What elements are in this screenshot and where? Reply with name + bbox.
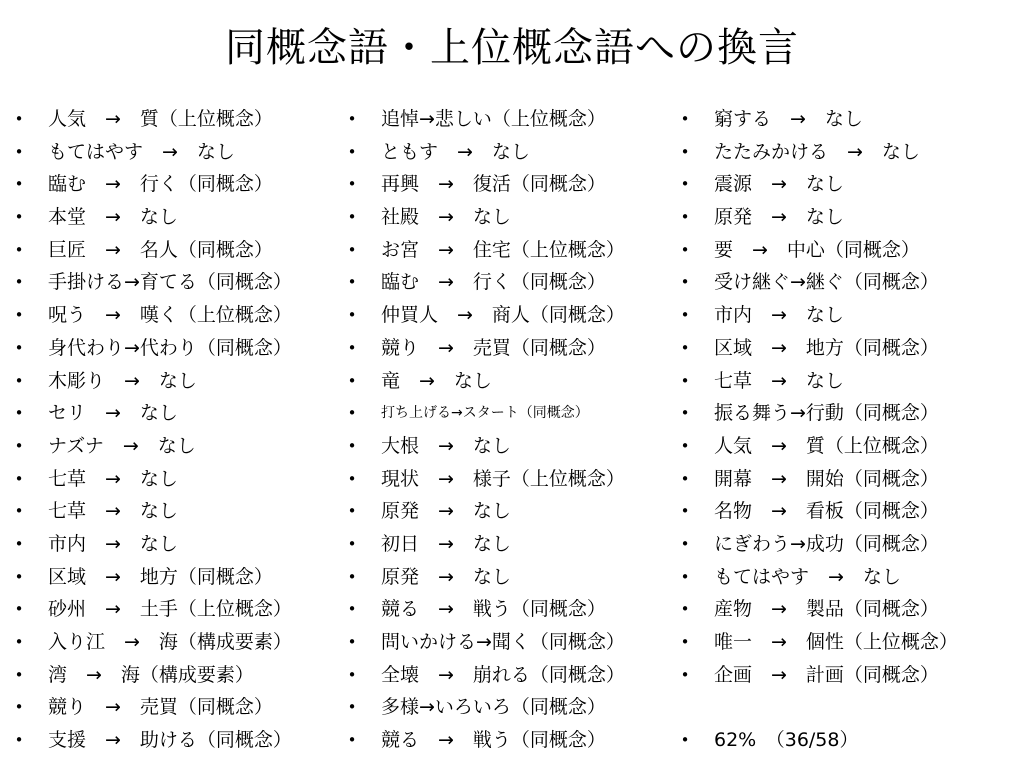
list-item [12,234,292,267]
list-item-text: 企画 → 計画（同概念） [714,663,939,686]
bullet-icon: • [680,208,690,227]
list-item [345,495,625,528]
list-item [345,136,625,169]
list-item [12,299,292,332]
bullet-icon: • [347,469,357,488]
list-item-text: 人気 → 質（上位概念） [714,434,939,457]
list-item-text: 唯一 → 個性（上位概念） [714,631,958,653]
bullet-icon: • [680,240,690,259]
list-item [12,365,292,398]
bullet-icon: • [14,436,24,455]
bullet-icon: • [680,110,690,128]
list-item [345,365,625,398]
list-item [12,528,292,561]
list-item [12,136,292,169]
list-item-text: 名物 → 看板（同概念） [714,500,939,523]
column-3-list [678,103,958,757]
bullet-icon: • [14,110,24,128]
list-item-text: 再興 → 復活（同概念） [381,173,606,196]
list-item-text: 震源 → なし [714,173,844,196]
column-1-list [12,103,292,757]
list-item-text: 市内 → なし [48,532,178,555]
list-item [345,626,625,659]
list-item-text: 追悼→悲しい（上位概念） [381,108,606,130]
bullet-icon: • [680,338,690,357]
list-item [12,626,292,659]
bullet-icon: • [14,175,24,194]
bullet-icon: • [347,698,357,717]
list-item [678,234,958,267]
bullet-icon: • [680,273,690,292]
list-item [12,201,292,234]
list-item-text: 七草 → なし [48,500,178,523]
list-item [12,495,292,528]
list-item-text: 原発 → なし [381,565,511,588]
list-item-text: 競り → 売買（同概念） [48,696,273,719]
bullet-icon: • [680,665,690,684]
bullet-icon: • [680,404,690,423]
summary-item [678,724,958,757]
bullet-icon: • [680,633,690,651]
list-item-text: お宮 → 住宅（上位概念） [381,238,625,261]
column-2-list [345,103,625,757]
list-item [678,103,958,136]
list-item [345,266,625,299]
list-item [678,659,958,692]
bullet-icon: • [680,567,690,586]
bullet-icon: • [347,142,357,161]
list-item-text: 打ち上げる→スタート（同概念） [381,405,589,422]
list-item [678,332,958,365]
list-item-text: 仲買人 → 商人（同概念） [381,304,625,327]
list-item-text: ともす → なし [381,140,530,163]
bullet-icon: • [347,404,357,423]
list-item-text: 要 → 中心（同概念） [714,238,920,261]
list-item-text: 人気 → 質（上位概念） [48,108,273,130]
list-item [345,593,625,626]
bullet-icon: • [347,306,357,325]
list-item [345,397,625,430]
list-item [345,561,625,594]
bullet-icon: • [680,371,690,390]
bullet-icon: • [14,534,24,553]
list-item-text: 手掛ける→育てる（同概念） [48,271,292,294]
list-item [345,201,625,234]
list-item [12,332,292,365]
list-item [12,168,292,201]
list-item-text: 巨匠 → 名人（同概念） [48,238,273,261]
list-item [678,495,958,528]
list-item-text: 入り江 → 海（構成要素） [48,631,292,653]
bullet-icon: • [347,273,357,292]
bullet-icon: • [680,534,690,553]
list-item-text: 区域 → 地方（同概念） [48,565,273,588]
list-item-text: 多様→いろいろ（同概念） [381,696,606,719]
bullet-icon: • [680,175,690,194]
list-item [12,593,292,626]
bullet-icon: • [680,731,690,750]
list-item [678,593,958,626]
bullet-icon: • [14,306,24,325]
list-item-text: 窮する → なし [714,108,863,130]
list-item-text: 七草 → なし [48,467,178,490]
list-item-text: 振る舞う→行動（同概念） [714,402,939,425]
list-item-text: 産物 → 製品（同概念） [714,598,939,621]
list-item-text: 身代わり→代わり（同概念） [48,336,292,359]
list-item [12,397,292,430]
bullet-icon: • [347,567,357,586]
list-item-text: ナズナ → なし [48,434,196,457]
list-item-text: 市内 → なし [714,304,844,327]
list-item [678,463,958,496]
bullet-icon: • [347,502,357,521]
list-item [678,397,958,430]
list-item [678,528,958,561]
bullet-icon: • [680,600,690,619]
list-item [345,234,625,267]
list-item-text: 竜 → なし [381,369,492,392]
list-item-text: 臨む → 行く（同概念） [381,271,606,294]
list-item-text: セリ → なし [48,402,178,425]
list-item-text: 区域 → 地方（同概念） [714,336,939,359]
bullet-icon: • [347,600,357,619]
list-item-text: にぎわう→成功（同概念） [714,532,939,555]
list-item [345,299,625,332]
list-item [345,103,625,136]
bullet-icon: • [14,665,24,684]
list-item-text: 砂州 → 土手（上位概念） [48,598,292,621]
list-item [345,430,625,463]
list-item [678,136,958,169]
list-item-text: 大根 → なし [381,434,511,457]
bullet-icon: • [14,404,24,423]
list-item-text: 支援 → 助ける（同概念） [48,729,292,752]
bullet-icon: • [14,338,24,357]
list-item [345,659,625,692]
list-item [678,561,958,594]
list-item-text: もてはやす → なし [48,140,235,163]
bullet-icon: • [14,142,24,161]
list-item-text: 開幕 → 開始（同概念） [714,467,939,490]
list-item-text: 湾 → 海（構成要素） [48,663,254,686]
list-item [12,659,292,692]
list-item-text: 問いかける→聞く（同概念） [381,631,625,653]
bullet-icon: • [680,306,690,325]
list-item-text: 原発 → なし [714,206,844,229]
bullet-icon: • [347,665,357,684]
list-item [678,168,958,201]
list-item [678,430,958,463]
bullet-icon: • [347,534,357,553]
bullet-icon: • [347,175,357,194]
list-item [345,528,625,561]
bullet-icon: • [14,600,24,619]
list-item-text: 七草 → なし [714,369,844,392]
bullet-icon: • [347,338,357,357]
bullet-icon: • [14,567,24,586]
list-item [678,626,958,659]
bullet-icon: • [14,731,24,750]
list-item-text: 全壊 → 崩れる（同概念） [381,663,625,686]
bullet-icon: • [347,633,357,651]
bullet-icon: • [347,436,357,455]
list-item-text: 初日 → なし [381,532,511,555]
bullet-icon: • [347,371,357,390]
list-item [345,724,625,757]
bullet-icon: • [347,208,357,227]
list-item [678,266,958,299]
list-item [678,201,958,234]
list-item-text: たたみかける → なし [714,140,920,163]
list-item-text: 本堂 → なし [48,206,178,229]
list-item [345,168,625,201]
list-item [678,299,958,332]
list-item-text: もてはやす → なし [714,565,901,588]
list-item [678,365,958,398]
list-item-text: 木彫り → なし [48,369,197,392]
list-item [345,691,625,724]
list-item [12,724,292,757]
list-item-text: 現状 → 様子（上位概念） [381,467,625,490]
list-item-text: 競る → 戦う（同概念） [381,598,606,621]
bullet-icon: • [680,469,690,488]
list-item [12,103,292,136]
bullet-icon: • [14,273,24,292]
list-item [12,430,292,463]
bullet-icon: • [680,502,690,521]
list-item-text: 社殿 → なし [381,206,511,229]
list-item [345,463,625,496]
list-item [345,332,625,365]
bullet-icon: • [680,142,690,161]
list-item [12,463,292,496]
list-item [12,266,292,299]
bullet-icon: • [14,240,24,259]
bullet-icon: • [14,502,24,521]
bullet-icon: • [347,731,357,750]
list-item-text: 原発 → なし [381,500,511,523]
summary-text: 62% （36/58） [714,729,859,752]
bullet-icon: • [14,698,24,717]
bullet-icon: • [347,240,357,259]
bullet-icon: • [14,469,24,488]
page-title: 同概念語・上位概念語への換言 [225,25,799,71]
list-item-text: 呪う → 嘆く（上位概念） [48,304,292,327]
list-item-text: 競る → 戦う（同概念） [381,729,606,752]
bullet-icon: • [347,110,357,128]
list-item-text: 受け継ぐ→継ぐ（同概念） [714,271,939,294]
bullet-icon: • [680,436,690,455]
list-item-text: 競り → 売買（同概念） [381,336,606,359]
bullet-icon: • [14,371,24,390]
list-item [12,561,292,594]
list-item-text: 臨む → 行く（同概念） [48,173,273,196]
bullet-icon: • [14,633,24,651]
bullet-icon: • [14,208,24,227]
list-item [12,691,292,724]
